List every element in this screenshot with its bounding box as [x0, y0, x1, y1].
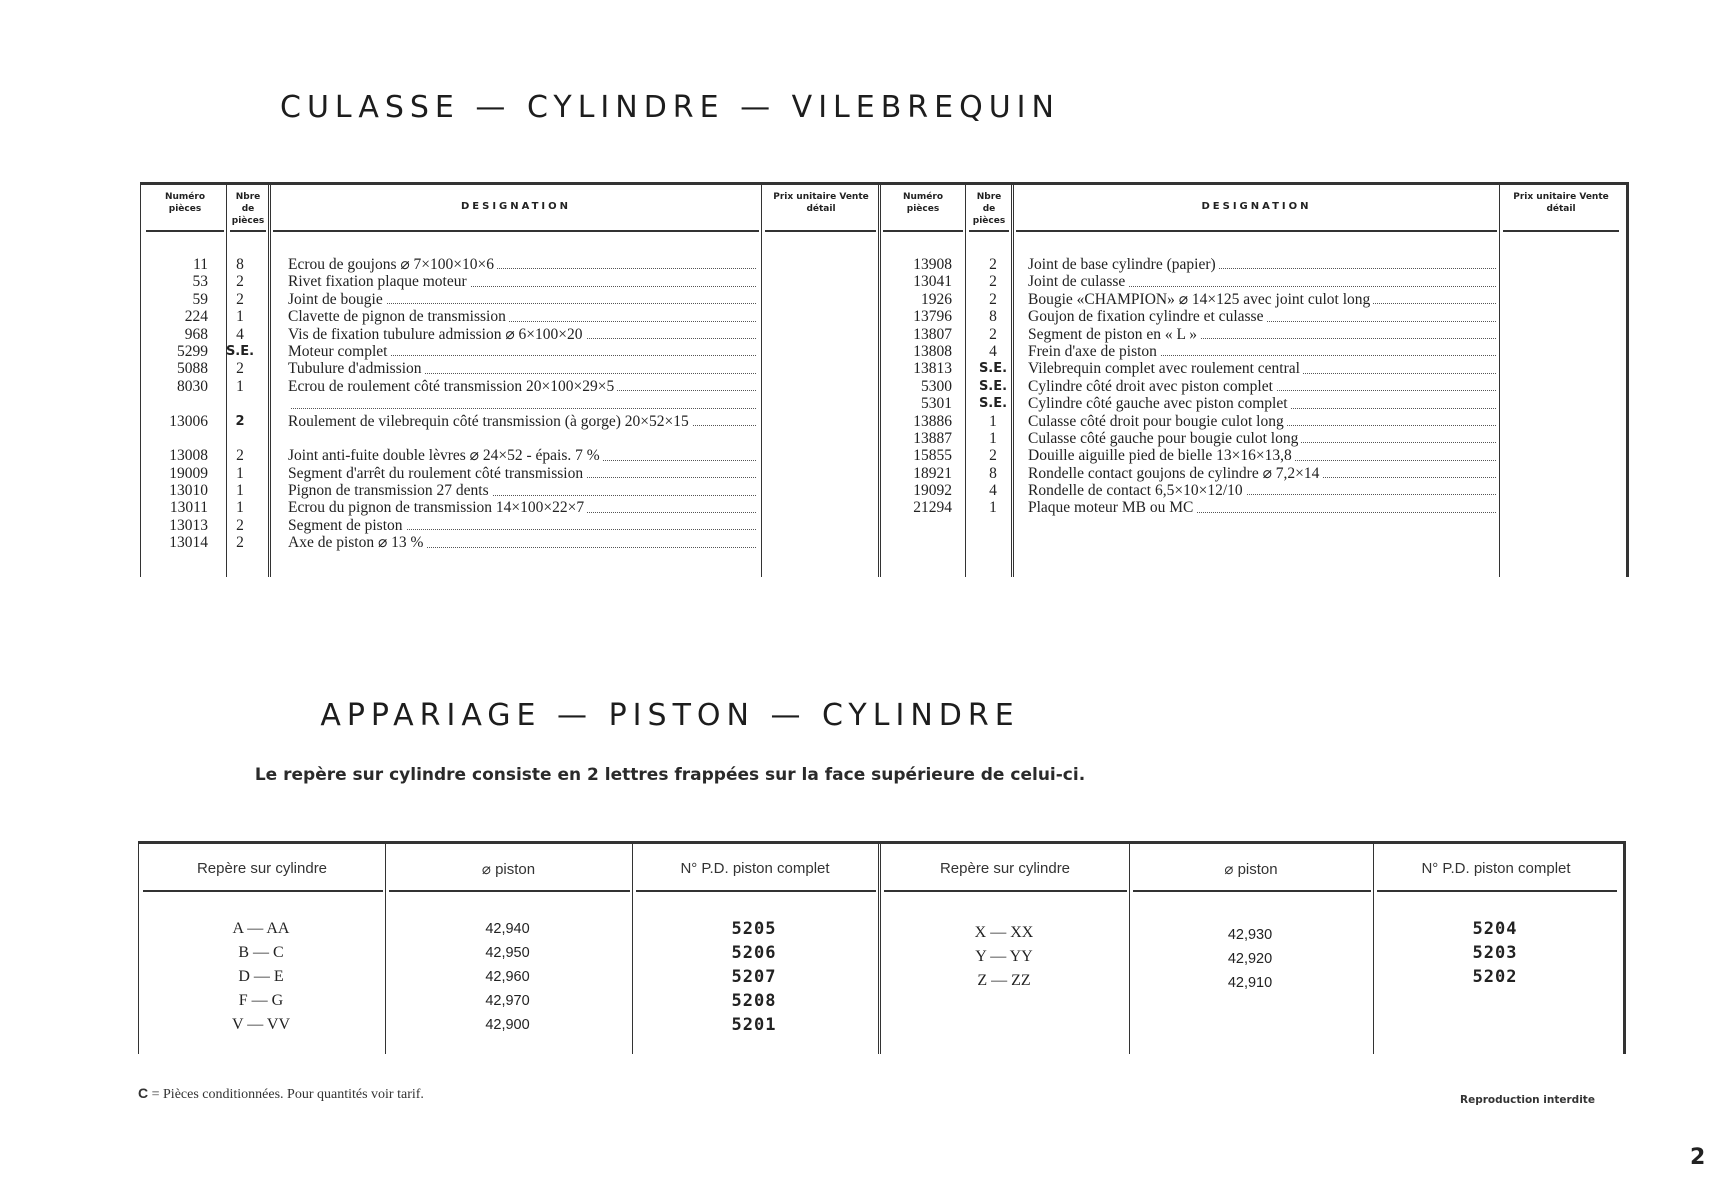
part-number: 13041: [913, 273, 952, 291]
part-number: 5299: [177, 342, 208, 360]
part-number: 1926: [921, 290, 952, 308]
part-designation-text: Axe de piston ⌀ 13 %: [288, 534, 426, 551]
part-designation-text: Cylindre côté gauche avec piston complet: [1028, 395, 1291, 412]
part-designation: [288, 465, 756, 482]
part-designation-text: Ecrou du pignon de transmission 14×100×22×7: [288, 499, 587, 516]
header-designation: DESIGNATION: [1201, 201, 1312, 212]
piston-part-number: 5205: [731, 919, 777, 939]
part-designation-text: Goujon de fixation cylindre et culasse: [1028, 308, 1266, 325]
footer-note-text: = Pièces conditionnées. Pour quantités voir tarif.: [151, 1087, 424, 1102]
pairing-numbers-left: [631, 917, 877, 1037]
header-rule: [969, 230, 1009, 232]
part-designation: [288, 378, 756, 395]
table-row: [880, 395, 1500, 412]
header-rule: [146, 230, 224, 232]
piston-diameter: 42,920: [1227, 951, 1273, 967]
part-quantity: 8: [989, 464, 997, 482]
part-number: 13887: [913, 429, 952, 447]
cylinder-mark: F — G: [238, 992, 284, 1009]
part-designation: [288, 517, 756, 534]
piston-diameter: 42,950: [485, 945, 530, 961]
header-nbre: Nbre de pièces: [972, 192, 1006, 226]
table-row: [880, 465, 1500, 482]
part-designation-text: Frein d'axe de piston: [1028, 343, 1160, 360]
part-designation-text: Culasse côté droit pour bougie culot long: [1028, 413, 1287, 430]
cylinder-mark: Z — ZZ: [977, 972, 1031, 989]
piston-diameter: 42,930: [1227, 927, 1273, 943]
part-designation-text: Segment de piston en « L »: [1028, 326, 1200, 343]
table-row: [140, 482, 760, 499]
table-row: [880, 326, 1500, 343]
table-row: [880, 499, 1500, 516]
part-quantity: S.E.: [978, 378, 1008, 394]
piston-diameter: 42,970: [485, 993, 530, 1009]
part-designation: [1028, 360, 1496, 377]
part-quantity: 1: [989, 499, 997, 517]
header-rule: [143, 890, 383, 892]
part-designation: [288, 534, 756, 551]
part-quantity: 4: [989, 482, 997, 500]
header-prix: Prix unitaire Vente détail: [1513, 192, 1609, 214]
pairing-marks-right: [880, 921, 1128, 993]
part-quantity: 1: [236, 377, 244, 395]
cylinder-mark: D — E: [238, 968, 284, 985]
footer-note: [138, 1085, 424, 1103]
part-quantity: 2: [989, 256, 997, 273]
part-number: 8030: [177, 377, 208, 395]
piston-part-number: 5207: [731, 967, 777, 987]
header-prix: Prix unitaire Vente détail: [773, 192, 869, 214]
header-npd: N° P.D. piston complet: [680, 860, 830, 877]
part-number: 53: [192, 273, 208, 291]
header-rule: [1377, 890, 1617, 892]
part-designation: [288, 360, 756, 377]
header-npd: N° P.D. piston complet: [1421, 860, 1571, 877]
table-row: [880, 256, 1500, 273]
table-row: [880, 360, 1500, 377]
table-row: [880, 291, 1500, 308]
piston-part-number: 5206: [731, 943, 777, 963]
table-row: [140, 465, 760, 482]
part-designation-text: Plaque moteur MB ou MC: [1028, 499, 1196, 516]
part-number: 18921: [913, 464, 952, 482]
part-designation-text: Vis de fixation tubulure admission ⌀ 6×100×20: [288, 326, 586, 343]
header-nbre: Nbre de pièces: [231, 192, 265, 226]
part-number: 13886: [913, 412, 952, 430]
header-designation: DESIGNATION: [460, 201, 571, 212]
part-designation: [288, 273, 756, 290]
part-quantity: 4: [989, 342, 997, 360]
part-designation-text: [288, 395, 291, 412]
part-number: 13006: [169, 412, 208, 430]
header-piston: ⌀ piston: [1224, 861, 1278, 878]
part-quantity: 2: [989, 325, 997, 343]
part-number: 19092: [913, 482, 952, 500]
part-designation: [1028, 465, 1496, 482]
part-number: 224: [184, 308, 208, 326]
header-repere: Repère sur cylindre: [196, 860, 328, 877]
part-quantity: 1: [236, 308, 244, 326]
col-divider: [761, 185, 762, 577]
pairing-diameters-left: [384, 917, 631, 1037]
parts-list-right: [880, 256, 1500, 517]
part-designation-text: Clavette de pignon de transmission: [288, 308, 509, 325]
part-designation-text: Rivet fixation plaque moteur: [288, 273, 470, 290]
part-designation: [288, 395, 756, 412]
cylinder-mark: V — VV: [231, 1016, 291, 1033]
part-quantity: 2: [989, 447, 997, 465]
cylinder-mark: X — XX: [974, 924, 1034, 941]
part-quantity: 1: [236, 482, 244, 500]
cylinder-mark: Y — YY: [975, 948, 1033, 965]
part-quantity: 2: [236, 534, 244, 552]
section-title-culasse: CULASSE — CYLINDRE — VILEBREQUIN: [280, 90, 1060, 125]
part-designation-text: Ecrou de goujons ⌀ 7×100×10×6: [288, 256, 497, 273]
pairing-marks-left: [138, 917, 384, 1037]
footer-code: C: [138, 1085, 149, 1101]
table-row: [140, 378, 760, 395]
part-quantity: 2: [236, 516, 244, 534]
table-row: [140, 256, 760, 273]
piston-part-number: 5203: [1472, 943, 1518, 963]
part-quantity: 8: [989, 308, 997, 326]
part-number: 19009: [169, 464, 208, 482]
part-quantity: S.E.: [978, 361, 1008, 377]
header-numero: Numéro pièces: [164, 192, 206, 214]
header-rule: [883, 230, 963, 232]
part-designation-text: Culasse côté gauche pour bougie culot long: [1028, 430, 1301, 447]
part-designation-text: Joint de culasse: [1028, 273, 1128, 290]
part-designation: [1028, 308, 1496, 325]
part-designation: [1028, 326, 1496, 343]
part-quantity: 2: [236, 360, 244, 378]
part-designation: [288, 499, 756, 516]
part-designation: [1028, 378, 1496, 395]
part-designation-text: Joint de bougie: [288, 291, 386, 308]
part-number: 13013: [169, 516, 208, 534]
part-quantity: 2: [236, 290, 244, 308]
table-row: [140, 534, 760, 551]
table-row: [140, 395, 760, 412]
part-number: 15855: [913, 447, 952, 465]
piston-diameter: 42,960: [485, 969, 530, 985]
header-numero: Numéro pièces: [902, 192, 944, 214]
part-number: 13008: [169, 447, 208, 465]
part-designation-text: Rondelle contact goujons de cylindre ⌀ 7,2×14: [1028, 465, 1322, 482]
part-designation: [288, 482, 756, 499]
part-number: 13014: [169, 534, 208, 552]
part-quantity: 1: [989, 412, 997, 430]
table-row: [880, 308, 1500, 325]
piston-diameter: 42,940: [485, 921, 530, 937]
table-row: [140, 360, 760, 377]
table-row: [140, 413, 760, 448]
part-designation: [1028, 256, 1496, 273]
table-row: [140, 499, 760, 516]
table-row: [140, 291, 760, 308]
part-designation: [288, 256, 756, 273]
header-rule: [636, 890, 876, 892]
part-designation-text: Roulement de vilebrequin côté transmission (à gorge) 20×52×15: [288, 413, 692, 430]
part-designation-text: Joint anti-fuite double lèvres ⌀ 24×52 - épais. 7 %: [288, 447, 603, 464]
part-designation: [288, 291, 756, 308]
part-designation: [288, 447, 756, 464]
part-number: 13796: [913, 308, 952, 326]
part-designation-text: Cylindre côté droit avec piston complet: [1028, 378, 1276, 395]
part-quantity: 1: [236, 464, 244, 482]
part-number: 13807: [913, 325, 952, 343]
part-designation-text: Joint de base cylindre (papier): [1028, 256, 1219, 273]
piston-part-number: 5204: [1472, 919, 1518, 939]
part-designation-text: Moteur complet: [288, 343, 390, 360]
page-number: 2: [1690, 1145, 1706, 1170]
part-designation: [1028, 273, 1496, 290]
table-row: [140, 326, 760, 343]
part-designation: [1028, 395, 1496, 412]
part-designation-text: Tubulure d'admission: [288, 360, 425, 377]
table-row: [880, 273, 1500, 290]
table-row: [880, 413, 1500, 430]
part-designation: [1028, 413, 1496, 430]
header-rule: [389, 890, 630, 892]
part-designation-text: Segment d'arrêt du roulement côté transmission: [288, 465, 586, 482]
header-rule: [1133, 890, 1371, 892]
part-designation-text: Segment de piston: [288, 517, 406, 534]
part-designation-text: Ecrou de roulement côté transmission 20×100×29×5: [288, 378, 617, 395]
part-designation: [1028, 499, 1496, 516]
part-designation: [1028, 291, 1496, 308]
part-quantity: 8: [236, 256, 244, 273]
table-row: [140, 273, 760, 290]
part-designation: [1028, 482, 1496, 499]
part-number: 5300: [921, 377, 952, 395]
part-designation-text: Pignon de transmission 27 dents: [288, 482, 492, 499]
part-designation-text: Vilebrequin complet avec roulement central: [1028, 360, 1303, 377]
part-number: 13011: [169, 499, 208, 517]
part-designation: [1028, 343, 1496, 360]
part-designation-text: Douille aiguille pied de bielle 13×16×13,8: [1028, 447, 1295, 464]
part-number: 5088: [177, 360, 208, 378]
part-number: 21294: [913, 499, 952, 517]
part-quantity: 2: [236, 273, 244, 291]
part-number: 13813: [913, 360, 952, 378]
part-quantity: 1: [989, 429, 997, 447]
table-row: [140, 343, 760, 360]
part-designation: [1028, 447, 1496, 464]
header-piston: ⌀ piston: [481, 861, 536, 878]
piston-diameter: 42,900: [485, 1017, 530, 1033]
part-designation-text: Bougie «CHAMPION» ⌀ 14×125 avec joint culot long: [1028, 291, 1373, 308]
part-quantity: 2: [989, 290, 997, 308]
header-rule: [1016, 230, 1497, 232]
part-designation: [288, 343, 756, 360]
section-title-appariage: APPARIAGE — PISTON — CYLINDRE: [320, 698, 1020, 733]
table-row: [880, 482, 1500, 499]
table-row: [880, 447, 1500, 464]
part-quantity: S.E.: [978, 396, 1008, 412]
table-row: [140, 517, 760, 534]
part-number: 59: [192, 290, 208, 308]
table-row: [880, 430, 1500, 447]
part-number: 13808: [913, 342, 952, 360]
table-row: [140, 308, 760, 325]
piston-part-number: 5208: [731, 991, 777, 1011]
piston-diameter: 42,910: [1227, 975, 1273, 991]
header-repere: Repère sur cylindre: [939, 860, 1071, 877]
part-designation: [1028, 430, 1496, 447]
header-rule: [230, 230, 266, 232]
piston-part-number: 5202: [1472, 967, 1518, 987]
part-quantity: 1: [236, 499, 244, 517]
part-number: 5301: [921, 395, 952, 413]
part-quantity: 4: [236, 325, 244, 343]
part-number: 13010: [169, 482, 208, 500]
pairing-numbers-right: [1372, 917, 1618, 989]
part-quantity: 2: [235, 413, 245, 429]
cylinder-mark: B — C: [238, 944, 284, 961]
part-quantity: S.E.: [225, 343, 255, 359]
piston-part-number: 5201: [731, 1015, 777, 1035]
header-rule: [884, 890, 1127, 892]
pairing-diameters-right: [1128, 923, 1372, 995]
header-rule: [273, 230, 759, 232]
part-designation-text: Rondelle de contact 6,5×10×12/10: [1028, 482, 1246, 499]
part-quantity: 2: [236, 447, 244, 465]
part-number: 11: [193, 256, 208, 273]
reproduction-notice: Reproduction interdite: [1460, 1094, 1595, 1106]
header-rule: [765, 230, 876, 232]
part-number: 13908: [913, 256, 952, 273]
header-rule: [1503, 230, 1619, 232]
part-designation: [288, 413, 756, 430]
part-designation: [288, 326, 756, 343]
table-row: [880, 343, 1500, 360]
part-designation: [288, 308, 756, 325]
parts-list-left: [140, 256, 760, 552]
section-subtitle: Le repère sur cylindre consiste en 2 lettres frappées sur la face supérieure de celui-ci.: [254, 765, 1086, 785]
part-quantity: 2: [989, 273, 997, 291]
table-row: [880, 378, 1500, 395]
table-row: [140, 447, 760, 464]
cylinder-mark: A — AA: [232, 920, 290, 937]
part-number: 968: [184, 325, 208, 343]
